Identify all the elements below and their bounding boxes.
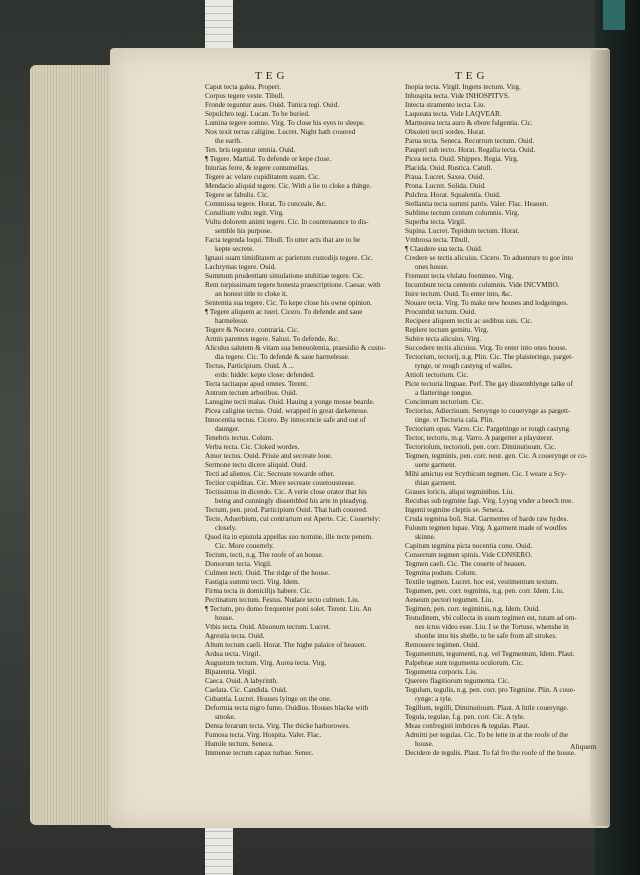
dictionary-line: Tegmen, tegminis, pen. corr. neut. gen. Cic. A couerynge or co- [405,452,588,460]
dictionary-line: Consilium vultu tegit. Virg. [205,209,284,217]
dictionary-line: Aliculus salutem & vitam sua beneuolentia, praesidio & custo- [205,344,386,352]
dictionary-line: Cruda tegmina boū. Stat. Garmentes of harde raw hydes. [405,515,569,523]
dictionary-line: Corpus tegere veste. Tibull. [205,92,285,100]
dictionary-line: uerte garment. [415,461,457,469]
dictionary-line: Capitum tegmina picta nocentia cono. Ouid. [405,542,533,550]
dictionary-line: Cubantia. Lucret. Houses lyinge on the one. [205,695,332,703]
dictionary-line: Tectum, tecti, n.g. The roofe of an house. [205,551,324,559]
dictionary-line: Superba tecta. Virgil. [405,218,466,226]
dictionary-line: dia tegere. Cic. To defende & saue harmelesse. [215,353,350,361]
dictionary-line: Succedere tectis alicuius. Virg. To enter into ones house. [405,344,568,352]
dictionary-line: Tegimen, pen. corr. tegiminis, n.g. Idem. Ouid. [405,605,540,613]
dictionary-line: Tegere & Nocere. contraria. Cic. [205,326,299,334]
dictionary-line: Commissa tegere. Horat. To conceale, &c. [205,200,327,208]
dictionary-line: Sublime tectum centum columnis. Virg. [405,209,520,217]
running-header-left: TEG [255,70,289,82]
dictionary-line: Lumina tegere somno. Virg. To close his eyes to sleepe. [205,119,365,127]
dictionary-line: Ingenti tegmine cleptis se. Seneca. [405,506,505,514]
dictionary-line: ones house. [415,263,449,271]
dictionary-line: Sententia sua tegere. Cic. To kepe close his owne opinion. [205,299,373,307]
dictionary-line: Praua. Lucret. Saxea. Ouid. [405,173,485,181]
dictionary-line: Fronde teguntur aues. Ouid. Tunica tegi. Ouid. [205,101,340,109]
dictionary-line: Nox texit terras caligine. Lucret. Night hath couered [205,128,356,136]
dictionary-line: Antrum tectum arboribus. Ouid. [205,389,298,397]
book-page-edges [30,65,115,825]
dictionary-line: Vtbis tecta. Ouid. Absonum tectum. Lucret. [205,623,331,631]
dictionary-line: Facta tegenda loqui. Tibull. To utter acts that are to be [205,236,361,244]
dictionary-line: Amor tectus. Ouid. Priuie and secreate loue. [205,452,333,460]
dictionary-line: Remouere tegimen. Ouid. [405,641,480,649]
dictionary-line: Tegmen caeli. Cic. The couerte of heauen. [405,560,527,568]
dictionary-line: Tegmina podum. Colum. [405,569,477,577]
dictionary-line: Meas confregisti imbrices & tegulas. Plaut. [405,722,530,730]
dictionary-line: erds: hidde: kepte close: defended. [215,371,315,379]
left-dictionary-column [205,83,405,758]
dictionary-line: Verba tecta. Cic. Cloked wordes. [205,443,300,451]
dictionary-line: Caput tecta galea. Propert. [205,83,282,91]
scan-ruler-bottom [205,825,233,875]
dictionary-line: Tenebris tectus. Colum. [205,434,274,442]
dictionary-line: Laqueata tecta. Vide LAQVEAR. [405,110,502,118]
dictionary-line: Testudinem, vbi collecta in suum tegimen est, tutam ad om- [405,614,577,622]
dictionary-line: Picea tecta. Ouid. Shippes. Regia. Virg. [405,155,519,163]
dictionary-line: Fumosa tecta. Virg. Hospita. Valer. Flac. [205,731,322,739]
dictionary-line: closely. [215,524,237,532]
dictionary-line: Graues loricis, aliqui tegminibus. Liu. [405,488,515,496]
dictionary-line: Quod ita in epistola appellas suo nomine, ille tecte penem. [205,533,373,541]
dictionary-line: Incumbunt tecta centenis columnis. Vide INCVMBO. [405,281,560,289]
dictionary-line: Innocentia tectus. Cicero. By innocencie safe and out of [205,416,366,424]
dictionary-line: daunger. [215,425,240,433]
dictionary-line: Tegulum, tegulis, n.g. pen. corr. pro Tegmine. Plin. A coue- [405,686,576,694]
dictionary-line: Intecta stramento tecta. Liu. [405,101,486,109]
dictionary-line: Subire tecta alicuius. Virg. [405,335,482,343]
dictionary-line: Cic. More couertely. [215,542,275,550]
dictionary-line: Palpebrae sunt tegumenta oculorum. Cic. [405,659,524,667]
dictionary-line: Admitti per tegulas. Cic. To be lette in at the roofe of the [405,731,569,739]
dictionary-line: Tectorium opus. Varro. Cic. Pargettinge or rough castyng. [405,425,571,433]
dictionary-line: being and cunningly dissembled his arte in pleadyng. [215,497,368,505]
dictionary-line: Placida. Ouid. Rustica. Catull. [405,164,493,172]
dictionary-line: Parua tecta. Seneca. Recurrum tectum. Ouid. [405,137,535,145]
dictionary-line: ¶ Tectum, pro domo frequenter poni solet. Terent. Liu. An [205,605,372,613]
dictionary-line: Mendacio aliquid tegere. Cic. With a lie to cloke a thinge. [205,182,372,190]
dictionary-line: Recipere aliquem tectis ac sedibus suis. Cic. [405,317,533,325]
dictionary-line: Sepulchro tegi. Lucan. To be buried. [205,110,310,118]
dictionary-line: shonhe into his shelle, to be safe from all strokes. [415,632,557,640]
dictionary-line: Pectinatum tectum. Festus. Nudare tecto culmen. Liu. [205,596,360,604]
dictionary-line: Fastigia summi tecti. Virg. Idem. [205,578,300,586]
dictionary-line: Vmbrosa tecta. Tibull. [405,236,470,244]
dictionary-line: Altum tectum caeli. Horat. The highe palaice of heauen. [205,641,367,649]
dictionary-line: Recubas sub tegmine fagi. Virg. Lyyng vnder a beech tree. [405,497,574,505]
dictionary-line: Pauperi sub tecto. Horat. Regalia tecta. Ouid. [405,146,536,154]
dictionary-line: Humile tectum. Seneca. [205,740,274,748]
running-header-right: TEG [455,70,489,82]
dictionary-line: thian garment. [415,479,457,487]
dictionary-line: Tegula, tegulae, f.g. pen. corr. Cic. A tyle. [405,713,525,721]
dictionary-line: semble his purpose. [215,227,272,235]
right-dictionary-column [405,83,605,758]
dictionary-line: a flatteringe tongue. [415,389,473,397]
dictionary-line: ¶ Tegere. Martial. To defende or kepe close. [205,155,332,163]
dictionary-line: Tector, tectoris, m.g. Varro. A pargetter a playsterer. [405,434,554,442]
dictionary-line: Replere tectum gemitu. Virg. [405,326,489,334]
dictionary-line: Armis parentes tegere. Salust. To defende, &c. [205,335,339,343]
dictionary-line: house. [415,740,434,748]
dictionary-line: Tegere ac velare cupiditatem suam. Cic. [205,173,321,181]
dictionary-line: Sermone tecto dicere aliquid. Ouid. [205,461,308,469]
dictionary-line: Tectorius, Adiectiuum. Seruynge to couerynge as pargett- [405,407,571,415]
dictionary-line: Vultu dolorem animi tegere. Cic. In countenaunce to dis- [205,218,369,226]
dictionary-line: Stellantia tecta summi patris. Valer. Flac. Heauen. [405,200,549,208]
dictionary-line: Tegere se fabulis. Cic. [205,191,269,199]
bookmark-ribbon [603,0,625,30]
dictionary-line: Lanugine tecti malas. Ouid. Hauing a yonge mosse bearde. [205,398,375,406]
dictionary-line: ¶ Tegere aliquem ac tueri. Cicero. To defende and saue [205,308,363,316]
dictionary-line: Consertum tegmen spinis. Vide CONSERO. [405,551,533,559]
dictionary-line: Querere flagitiorum tegumenta. Cic. [405,677,510,685]
dictionary-line: Rem turpissimam tegere honesta praescriptione. Caesar. with [205,281,381,289]
dictionary-line: Ardua tecta. Virgil. [205,650,261,658]
dictionary-line: skinne. [415,533,436,541]
dictionary-line: Agrestia tecta. Ouid. [205,632,265,640]
dictionary-line: Fuluum tegmen lupae. Virg. A garment made of woulfes [405,524,567,532]
dictionary-line: an honest title to cloke it. [215,290,288,298]
dictionary-line: house. [215,614,234,622]
dictionary-line: the earth. [215,137,242,145]
dictionary-line: Tectoriolum, tectorioli, pen. corr. Diminutiuum. Cic. [405,443,557,451]
dictionary-line: Tecte, Aduerbium, cui contrarium est Aperte. Cic. Couertely: [205,515,381,523]
dictionary-line: Aeneum pectori tegumen. Liu. [405,596,494,604]
dictionary-line: Credere se tectis alicuius. Cicero. To aduenture to goe into [405,254,574,262]
dictionary-line: Tegillum, tegilli, Diminutiuum. Plaut. A little couerynge. [405,704,569,712]
dictionary-line: Domorum tecta. Virgil. [205,560,272,568]
dictionary-line: Caelata. Cic. Candida. Ouid. [205,686,288,694]
dictionary-line: Nouare tecta. Virg. To make new houses and lodgeinges. [405,299,568,307]
dictionary-line: kepte secrete. [215,245,255,253]
dictionary-line: Tecta tacitaque apud omnes. Terent. [205,380,309,388]
dictionary-line: Ignaui suam timiditatem ac parietum custodijs tegere. Cic. [205,254,373,262]
dictionary-line: ¶ Claudere sua tecta. Ouid. [405,245,483,253]
dictionary-line: Densa ferarum tecta. Virg. The thicke harborowes. [205,722,351,730]
dictionary-line: harmelesse. [215,317,249,325]
dictionary-line: Attioli tectorium. Cic. [405,371,469,379]
dictionary-line: Decidere de tegulis. Plaut. To fal fro the roofe of the house. [405,749,576,757]
dictionary-line: Tectior cupiditas. Cic. More secreate couetousnesse. [205,479,356,487]
dictionary-line: Mihi amictus est Scythicum tegmen. Cic. I weare a Scy- [405,470,567,478]
dictionary-line: Culmen tecti. Ouid. The ridge of the house. [205,569,330,577]
dictionary-line: nes ictus video esse. Liu. I se the Tortuse, whenshe in [415,623,569,631]
dictionary-line: Immense tectum capax turbae. Senec. [205,749,314,757]
dictionary-line: Tectum, pen. prod. Participium Ouid. That hath couered. [205,506,368,514]
dictionary-line: Inopia tecta. Virgil. Ingens tectum. Virg. [405,83,521,91]
dictionary-line: Iniurias ferre, & tegere contumelias. [205,164,310,172]
dictionary-line: Picea caligine tectus. Ouid. wrapped in great darkenesse. [205,407,369,415]
dictionary-line: Tegumentum, tegumenti, n.g. vel Tegmentum, Idem. Plaut. [405,650,575,658]
dictionary-line: Bipatentia. Virgil. [205,668,257,676]
dictionary-line: Caeca. Ouid. A labyrinth. [205,677,279,685]
dictionary-line: Supina. Lucret. Tepidum tectum. Horat. [405,227,520,235]
dictionary-line: Inhospita tecta. Vide INHOSPITVS. [405,92,510,100]
dictionary-line: Tectissimus in dicendo. Cic. A verie close orator that his [205,488,367,496]
dictionary-line: Prona. Lucret. Solida. Ouid. [405,182,486,190]
dictionary-line: rynge: a tyle. [415,695,453,703]
dictionary-line: Tecti ad alienos. Cic. Secreate towarde other. [205,470,335,478]
dictionary-line: Concinnum tectorium. Cic. [405,398,484,406]
dictionary-line: Pulchra. Horat. Squalentia. Ouid. [405,191,501,199]
dictionary-line: Ten. bris teguntur omnia. Ouid. [205,146,296,154]
dictionary-line: Textile tegmen. Lucret. hoc est, vestimentum textum. [405,578,559,586]
dictionary-line: Lachrymas tegere. Ouid. [205,263,277,271]
dictionary-line: Tectorium, tectorij, n.g. Plin. Cic. The plaisteringe, parget- [405,353,574,361]
dictionary-line: Marmorea tecta auro & ebore fulgentia. Cic. [405,119,533,127]
dictionary-line: Tegumenta corporis. Liu. [405,668,478,676]
dictionary-line: Picte tectoria linguae. Perf. The gay dissemblynge talke of [405,380,573,388]
dictionary-line: Augustum tectum. Virg. Aurea tecta. Virg. [205,659,327,667]
dictionary-line: Tegumen, pen. corr. tegminis, n.g. pen. corr. Idem. Liu. [405,587,564,595]
dictionary-line: Deformia tecta nigro fumo. Ouidius. Houses blacke with [205,704,369,712]
dictionary-line: Tectus, Participium. Ouid. A ... [205,362,294,370]
dictionary-line: Inire tectum. Ouid. To enter into, &c. [405,290,513,298]
dictionary-line: Obsoleti tecti sordes. Horat. [405,128,486,136]
dictionary-line: Summum prudentiam simulatione stultitiae tegere. Cic. [205,272,365,280]
dictionary-line: Fremunt tecta vlulatu foemineo. Virg. [405,272,514,280]
dictionary-line: tinge. vt Tectoria cala. Plin. [415,416,495,424]
dictionary-line: tynge, or rough castyng of walles. [415,362,513,370]
dictionary-line: smoke. [215,713,236,721]
catchword: Aliquem [570,742,597,751]
dictionary-line: Procumbit tectum. Ouid. [405,308,477,316]
dictionary-line: Firma tecta in domicilijs habere. Cic. [205,587,312,595]
